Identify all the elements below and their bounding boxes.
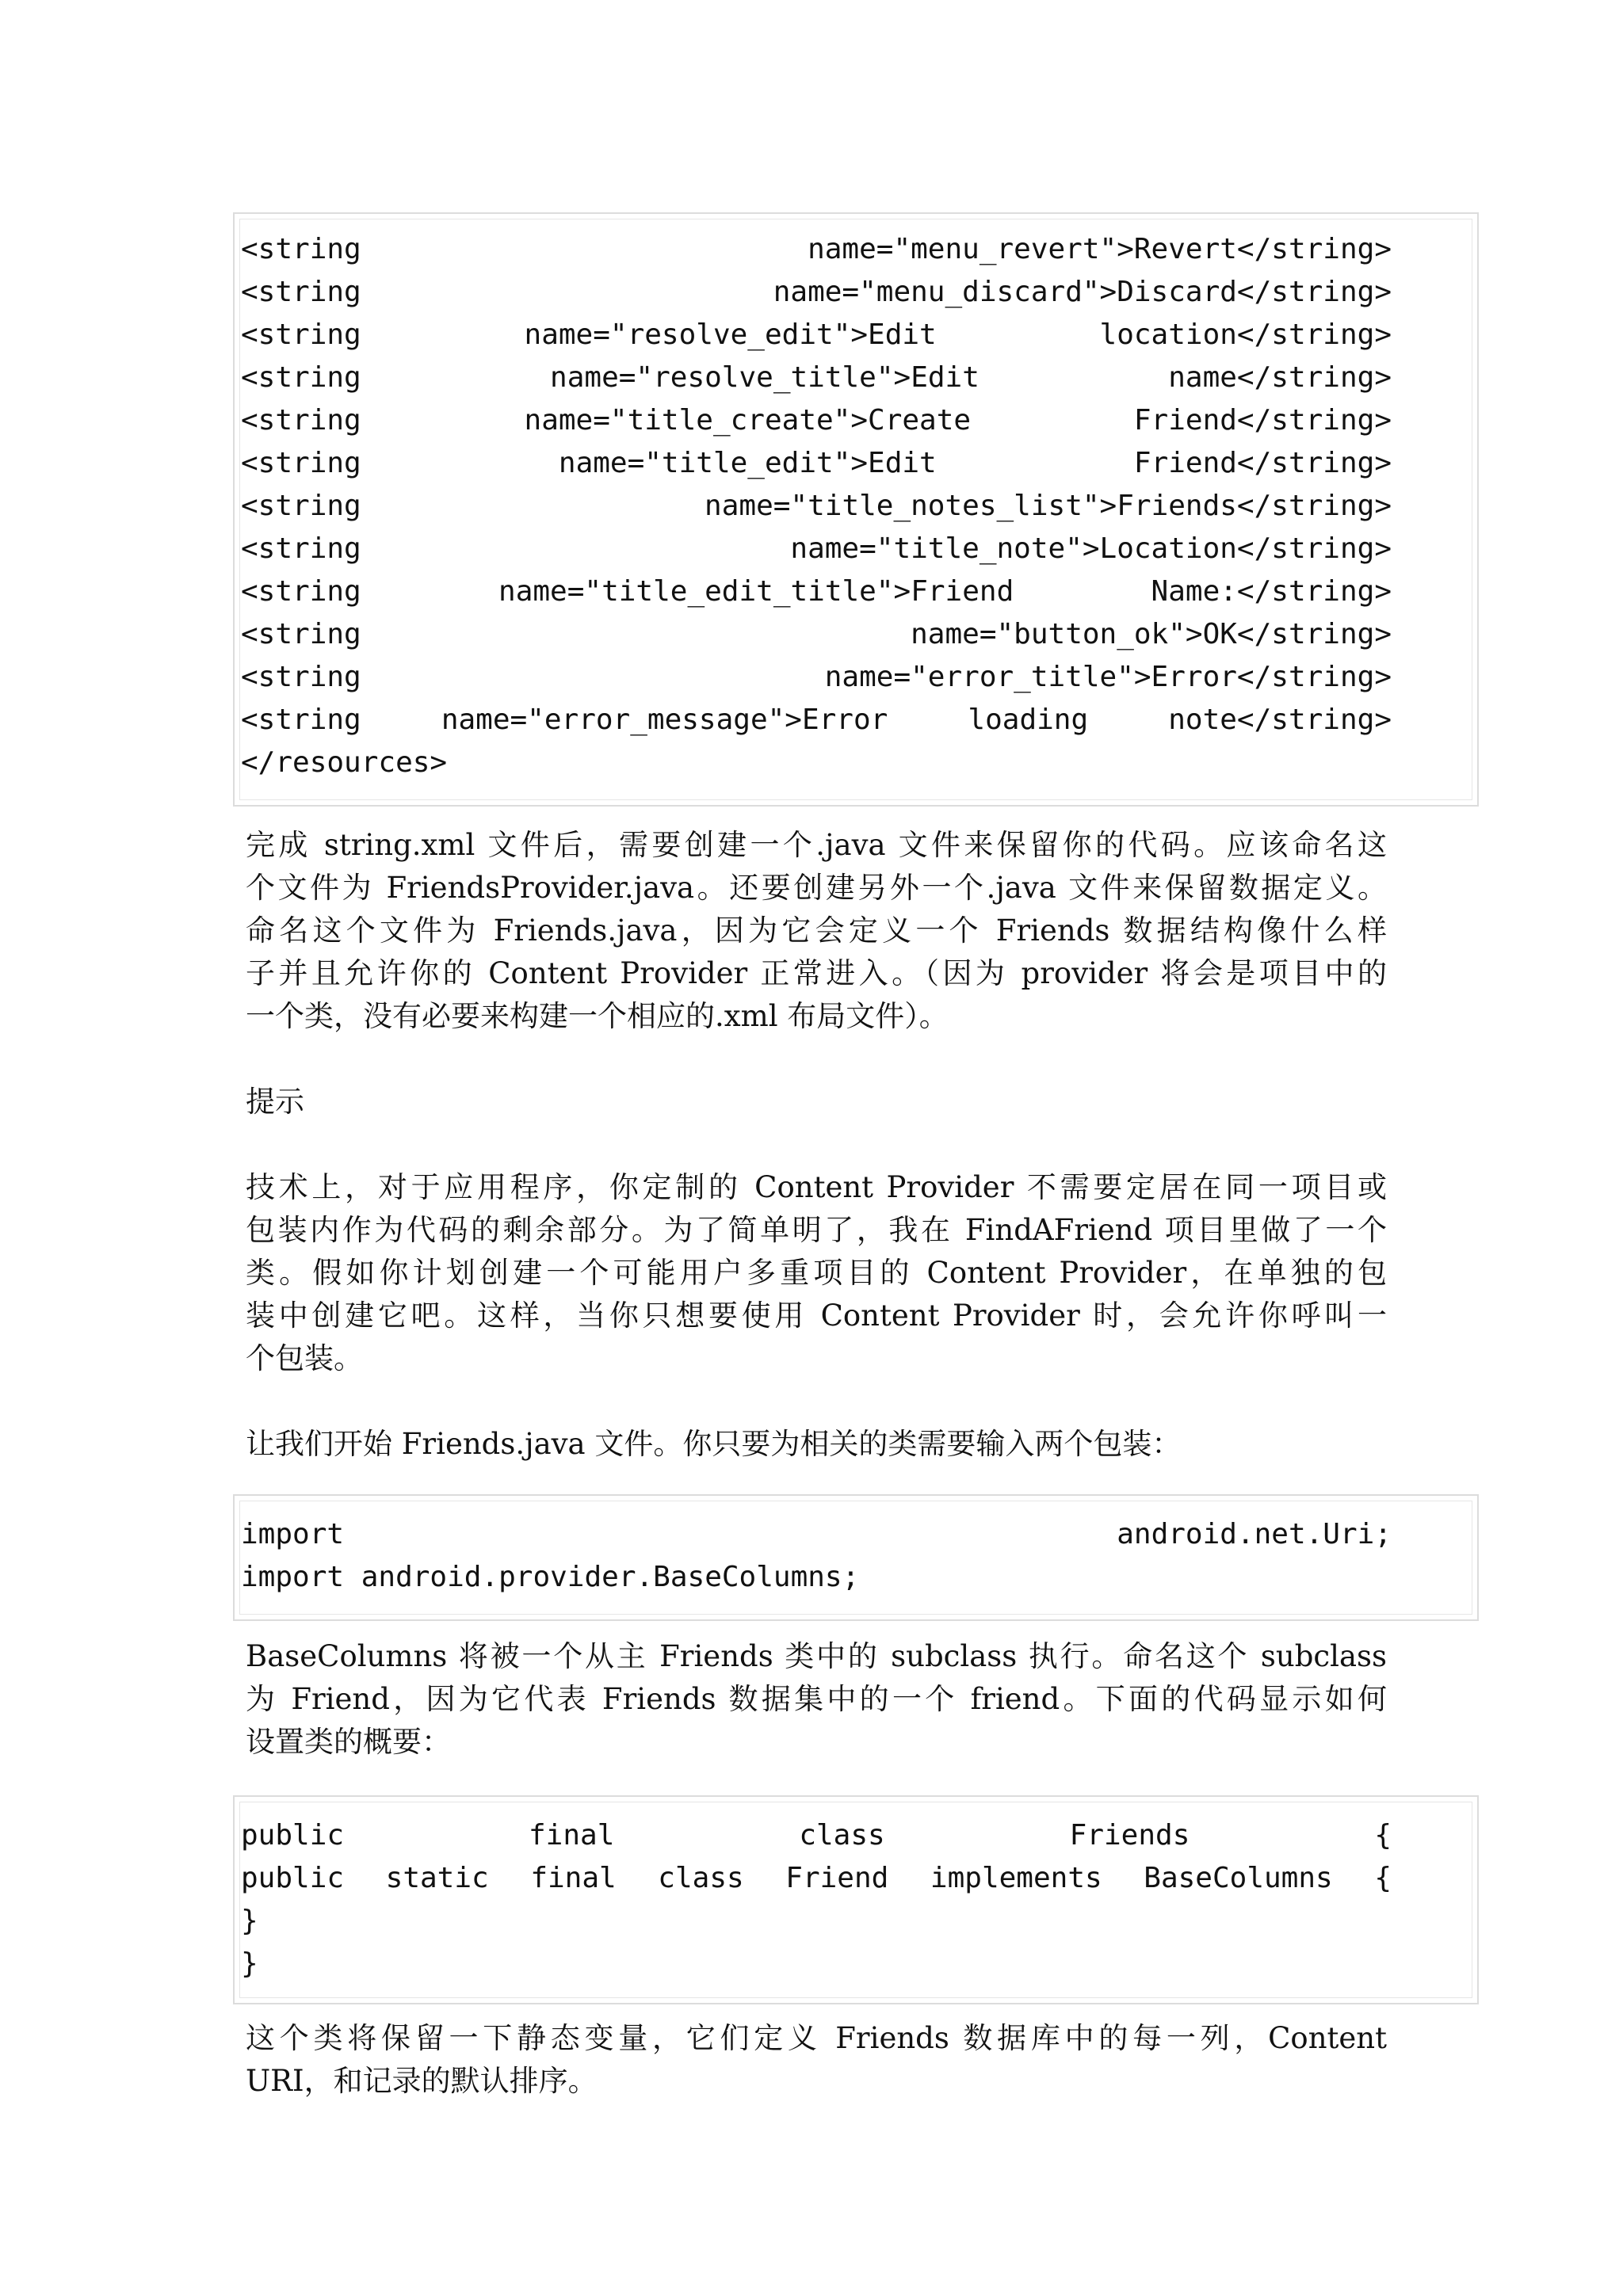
paragraph-line: 包装内作为代码的剩余部分。为了简单明了，我在 FindAFriend 项目里做了一个	[246, 1213, 1387, 1247]
code-line: <string name="title_create">Create Friend</string>	[241, 404, 1392, 437]
paragraph-line: 技术上，对于应用程序，你定制的 Content Provider 不需要定居在同一项目或	[246, 1170, 1387, 1204]
code-line: <string name="title_notes_list">Friends</string>	[241, 490, 1392, 522]
paragraph-tip	[246, 1166, 1387, 1380]
paragraph-line: 设置类的概要：	[246, 1725, 451, 1759]
code-line: public static final class Friend implements BaseColumns {	[241, 1862, 1392, 1894]
code-line: <string name="title_edit">Edit Friend</string>	[241, 447, 1392, 479]
tip-heading	[246, 1081, 1387, 1123]
code-line: <string name="title_note">Location</string>	[241, 532, 1392, 565]
paragraph-basecolumns	[246, 1635, 1387, 1764]
paragraph-line: 个文件为 FriendsProvider.java。还要创建另外一个.java 文件来保留数据定义。	[246, 871, 1387, 905]
code-line: public final class Friends {	[241, 1819, 1392, 1852]
code-line: }	[241, 1947, 258, 1980]
paragraph-line: 类。假如你计划创建一个可能用户多重项目的 Content Provider，在单独的包	[246, 1256, 1387, 1290]
code-line: <string name="resolve_title">Edit name</string>	[241, 361, 1392, 394]
paragraph-line: 个包装。	[246, 1341, 363, 1375]
paragraph-line: 装中创建它吧。这样，当你只想要使用 Content Provider 时，会允许你呼叫一	[246, 1299, 1387, 1333]
code-line: <string name="error_title">Error</string>	[241, 661, 1392, 693]
code-line: <string name="menu_revert">Revert</string>	[241, 233, 1392, 265]
code-line: <string name="resolve_edit">Edit location</string>	[241, 318, 1392, 351]
tip-heading-text: 提示	[246, 1085, 304, 1119]
code-line: }	[241, 1905, 258, 1937]
code-line: import android.net.Uri;	[241, 1518, 1392, 1550]
paragraph-line: URI，和记录的默认排序。	[246, 2064, 598, 2098]
paragraph-line: 这个类将保留一下静态变量，它们定义 Friends 数据库中的每一列，Content	[246, 2021, 1387, 2055]
paragraph-line: BaseColumns 将被一个从主 Friends 类中的 subclass 执行。命名这个 subclass	[246, 1639, 1387, 1673]
paragraph-line: 一个类，没有必要来构建一个相应的.xml 布局文件）。	[246, 999, 949, 1033]
code-line: </resources>	[241, 746, 448, 779]
code-line: import android.provider.BaseColumns;	[241, 1561, 860, 1593]
paragraph-line: 让我们开始 Friends.java 文件。你只要为相关的类需要输入两个包装：	[246, 1427, 1182, 1461]
code-line: <string name="menu_discard">Discard</string>	[241, 276, 1392, 308]
code-line: <string name="error_message">Error loading note</string>	[241, 704, 1392, 736]
paragraph-friends-java	[246, 1423, 1387, 1466]
paragraph-strings-done	[246, 824, 1387, 1038]
paragraph-line: 子并且允许你的 Content Provider 正常进入。（因为 provider 将会是项目中的	[246, 956, 1387, 990]
paragraph-line: 命名这个文件为 Friends.java，因为它会定义一个 Friends 数据结构像什么样	[246, 913, 1387, 948]
paragraph-line: 为 Friend，因为它代表 Friends 数据集中的一个 friend。下面的代码显示如何	[246, 1682, 1387, 1716]
paragraph-line: 完成 string.xml 文件后，需要创建一个.java 文件来保留你的代码。应该命名这	[246, 828, 1387, 862]
code-line: <string name="button_ok">OK</string>	[241, 618, 1392, 650]
code-line: <string name="title_edit_title">Friend Name:</string>	[241, 575, 1392, 608]
paragraph-static-vars	[246, 2017, 1387, 2103]
